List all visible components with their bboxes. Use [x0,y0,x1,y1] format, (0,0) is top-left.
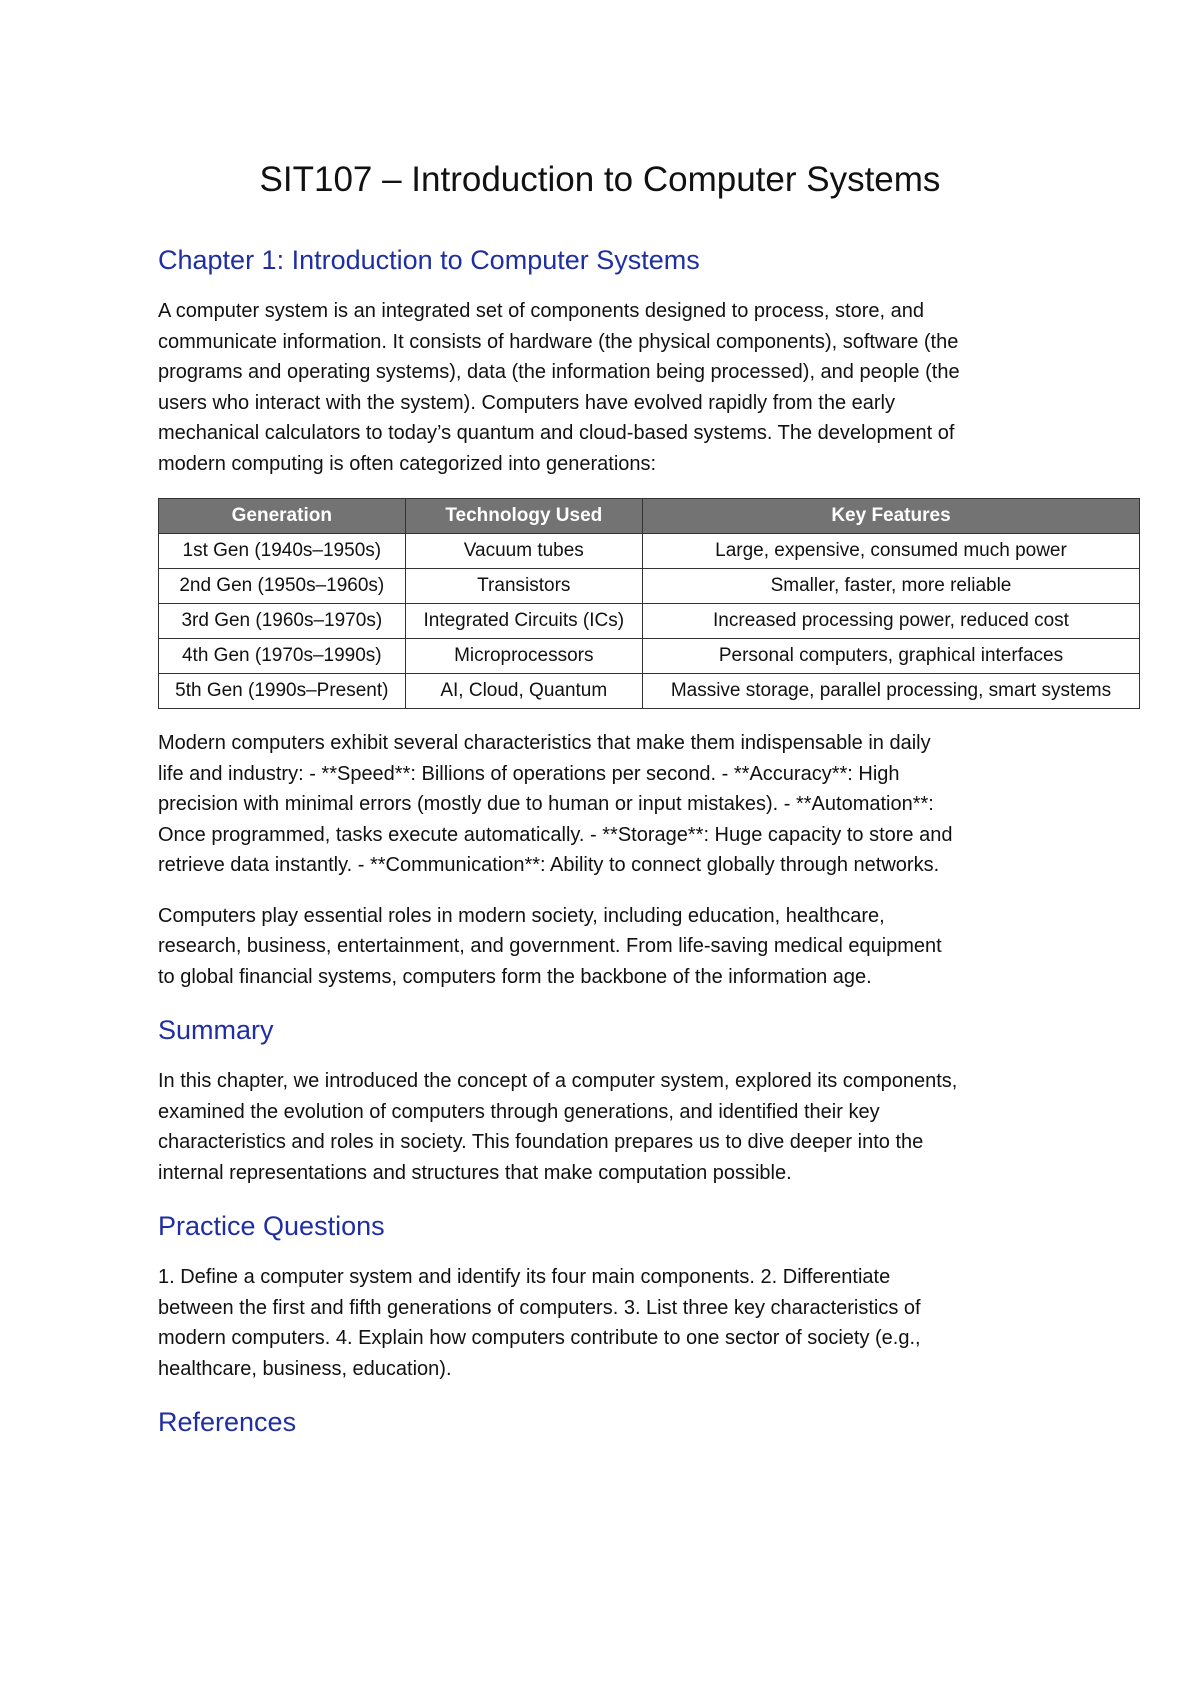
paragraph-line: Modern computers exhibit several characteristics that make them indispensable in daily [158,732,931,754]
paragraph-line: 1. Define a computer system and identify its four main components. 2. Differentiate [158,1266,891,1288]
paragraph-line: between the first and fifth generations of computers. 3. List three key characteristics of [158,1296,921,1319]
paragraph-line: examined the evolution of computers through generations, and identified their key [158,1100,880,1123]
table-row [159,674,1140,709]
paragraph-line: characteristics and roles in society. This foundation prepares us to dive deeper into the [158,1131,924,1153]
table-cell: Microprocessors [405,639,642,674]
table-cell: Personal computers, graphical interfaces [642,639,1139,674]
header-key-features: Key Features [642,499,1139,534]
summary-heading: Summary [158,1015,274,1045]
table-row [159,569,1140,604]
header-technology: Technology Used [405,499,642,534]
paragraph-line: programs and operating systems), data (the information being processed), and people (the [158,361,960,383]
generations-table [158,498,1140,709]
paragraph-line: life and industry: - **Speed**: Billions of operations per second. - **Accuracy**: High [158,762,900,785]
table-cell: Massive storage, parallel processing, smart systems [642,674,1139,709]
roles-paragraph [158,901,1058,993]
paragraph-line: users who interact with the system). Computers have evolved rapidly from the early [158,391,895,414]
table-cell: 4th Gen (1970s–1990s) [159,639,406,674]
practice-questions-heading: Practice Questions [158,1211,385,1241]
paragraph-line: healthcare, business, education). [158,1357,452,1380]
table-cell: Vacuum tubes [405,534,642,569]
table-header-row [159,499,1140,534]
intro-paragraph [158,296,1058,479]
paragraph-line: modern computing is often categorized into generations: [158,452,657,475]
paragraph-line: precision with minimal errors (mostly due to human or input mistakes). - **Automation**: [158,793,934,815]
table-cell: Transistors [405,569,642,604]
table-cell: Smaller, faster, more reliable [642,569,1139,604]
chapter-heading: Chapter 1: Introduction to Computer Systems [158,245,700,275]
paragraph-line: research, business, entertainment, and government. From life-saving medical equipment [158,935,942,957]
table-cell: 1st Gen (1940s–1950s) [159,534,406,569]
paragraph-line: Once programmed, tasks execute automatically. - **Storage**: Huge capacity to store and [158,823,953,846]
table-row [159,534,1140,569]
table-cell: Integrated Circuits (ICs) [405,604,642,639]
paragraph-line: In this chapter, we introduced the concept of a computer system, explored its components, [158,1070,958,1092]
header-generation: Generation [159,499,406,534]
table-row [159,639,1140,674]
paragraph-line: Computers play essential roles in modern society, including education, healthcare, [158,904,885,927]
references-heading: References [158,1407,297,1437]
table-row [159,604,1140,639]
paragraph-line: communicate information. It consists of hardware (the physical components), software (the [158,330,959,353]
summary-paragraph [158,1066,1058,1188]
table-cell: 5th Gen (1990s–Present) [159,674,406,709]
document-body [158,240,1112,1442]
table-cell: 2nd Gen (1950s–1960s) [159,569,406,604]
table-cell: Large, expensive, consumed much power [642,534,1139,569]
table-cell: AI, Cloud, Quantum [405,674,642,709]
paragraph-line: to global financial systems, computers form the backbone of the information age. [158,965,872,988]
paragraph-line: internal representations and structures that make computation possible. [158,1161,792,1184]
paragraph-line: retrieve data instantly. - **Communication**: Ability to connect globally through networks. [158,854,940,876]
paragraph-line: modern computers. 4. Explain how computers contribute to one sector of society (e.g., [158,1327,921,1349]
table-cell: 3rd Gen (1960s–1970s) [159,604,406,639]
practice-questions-paragraph [158,1262,1058,1384]
characteristics-paragraph [158,728,1058,881]
paragraph-line: A computer system is an integrated set of components designed to process, store, and [158,300,924,322]
paragraph-line: mechanical calculators to today’s quantum and cloud-based systems. The development of [158,422,955,444]
table-cell: Increased processing power, reduced cost [642,604,1139,639]
document-title: SIT107 – Introduction to Computer Systems [259,160,941,199]
